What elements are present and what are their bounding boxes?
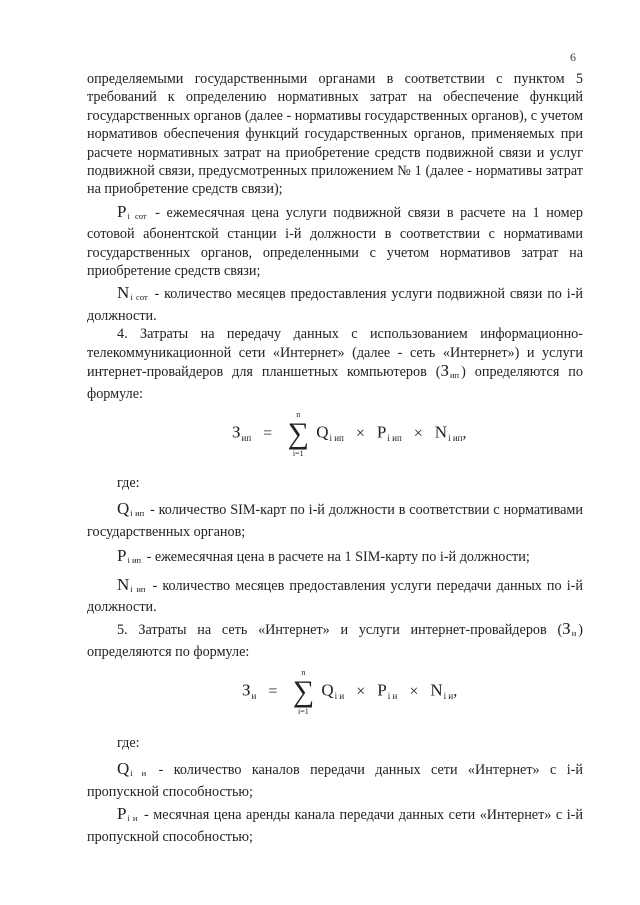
item-4-paragraph: 4. Затраты на передачу данных с использованием информационно-телекоммуникационной сети «Интернет» (далее - сеть «Интернет») и услуги интернет-провайдеров для планшетных компьютеров ($З_{ип}$ ) определяются по формуле: — [87, 326, 583, 402]
formula-internet: Зи = n ∑ i=1 Qi и × Pi и × Ni и, — [242, 668, 458, 716]
definition-n-sot: $N_{i сот}$ - количество месяцев предоставления услуги подвижной связи по i-й должности. — [87, 283, 583, 324]
item-5-paragraph: 5. Затраты на сеть «Интернет» и услуги интернет-провайдеров ($З_и$ ) определяются по формуле: — [87, 619, 583, 660]
definition-q-i: $Q_{i и}$ - количество каналов передачи данных сети «Интернет» с i-й пропускной способностью; — [87, 759, 583, 800]
page-number: 6 — [570, 50, 576, 64]
text-block-bottom — [87, 734, 583, 846]
sum-operator: n ∑ i=1 — [287, 410, 309, 458]
definition-q-ip: $Q_{i ип}$ - количество SIM-карт по i-й должности в соответствии с нормативами государственных органов; — [87, 499, 584, 540]
definition-p-ip: $P_{i ип}$ - ежемесячная цена в расчете на 1 SIM-карту по i-й должности; — [117, 546, 530, 566]
formula-internet-tablets: Зип = n ∑ i=1 Qi ип × Pi ип × Ni ип, — [232, 410, 467, 458]
text-block-top — [87, 70, 583, 403]
definition-n-ip: $N_{i ип}$ - количество месяцев предоставления услуги передачи данных по i-й должности. — [87, 574, 583, 616]
definition-p-sot: $P_{i сот}$ - ежемесячная цена услуги подвижной связи в расчете на 1 номер сотовой абонентской станции i-й должности в соответствии с нормативами государственных органов, определенными с учетом нормативов затрат на приобретение средств связи; — [87, 201, 583, 280]
text-block-middle — [87, 474, 583, 661]
where-label-1: где: — [117, 475, 140, 491]
definition-p-i: $P_{i и}$ - месячная цена аренды канала передачи данных сети «Интернет» с i-й пропускной способностью; — [87, 804, 583, 845]
paragraph-continuation: определяемыми государственными органами в соответствии с пунктом 5 требований к определению нормативных затрат на обеспечение функций государственных органов (далее - нормативы государственных органов), с учетом нормативов обеспечения функций государственных органов, применяемых при расчете нормативных затрат на приобретение средств подвижной связи и услуг подвижной связи, предусмотренных приложением № 1 (далее - нормативы затрат на приобретение средств связи); — [87, 71, 583, 198]
sum-operator: n ∑ i=1 — [292, 668, 315, 716]
where-label-2: где: — [117, 735, 140, 751]
